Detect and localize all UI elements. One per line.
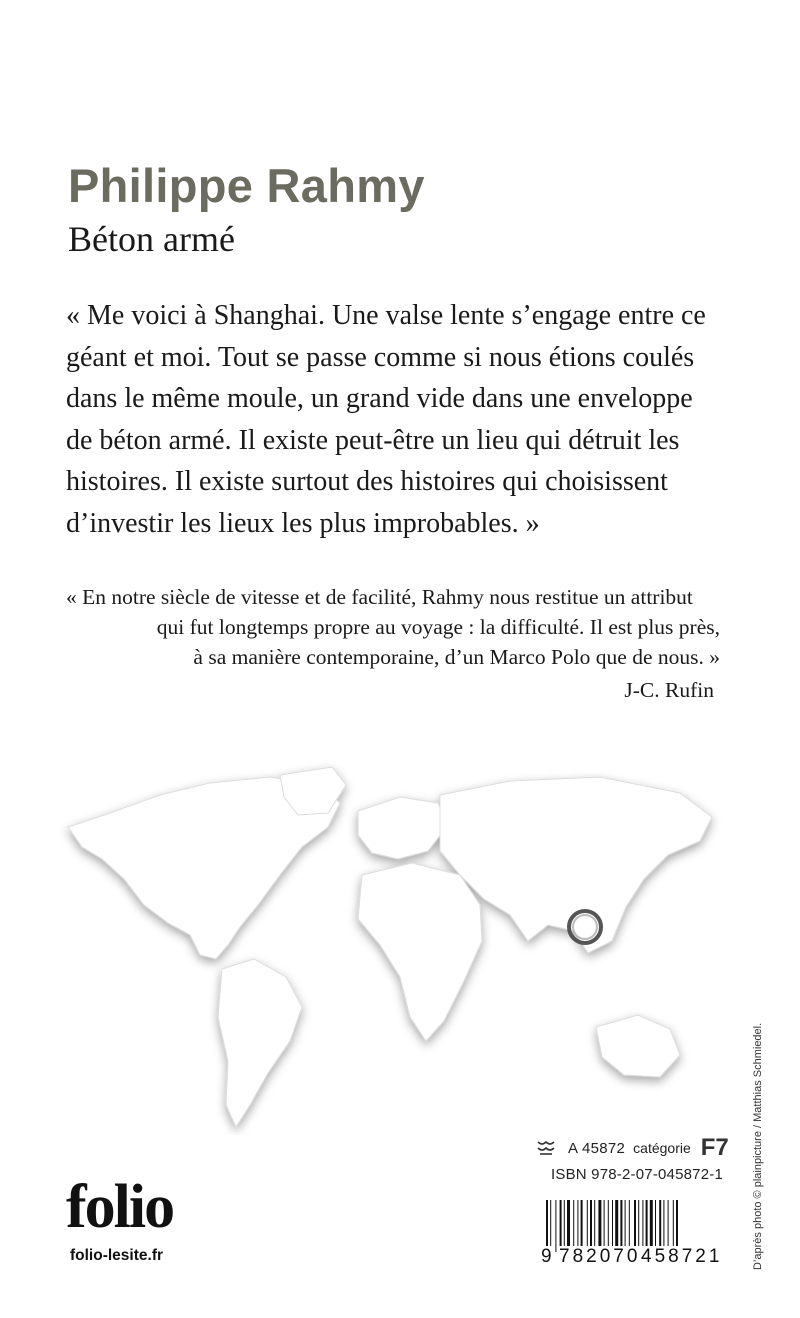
book-title: Béton armé bbox=[68, 219, 235, 259]
south-america-shape bbox=[218, 959, 302, 1127]
gallimard-logo-icon bbox=[536, 1138, 556, 1158]
barcode-bar bbox=[663, 1200, 664, 1252]
folio-logo: folio bbox=[66, 1173, 174, 1241]
publisher-website[interactable]: folio-lesite.fr bbox=[70, 1247, 164, 1264]
barcode-bar bbox=[604, 1200, 605, 1252]
praise-attribution: J-C. Rufin bbox=[624, 678, 714, 702]
barcode-bar bbox=[650, 1200, 653, 1252]
africa-shape bbox=[358, 863, 482, 1041]
isbn: ISBN 978-2-07-045872-1 bbox=[551, 1166, 724, 1183]
australia-shape bbox=[596, 1015, 680, 1077]
praise-line: qui fut longtemps propre au voyage : la difficulté. Il est plus près, bbox=[156, 615, 720, 639]
back-cover-quote bbox=[66, 295, 722, 544]
barcode-bar bbox=[638, 1200, 639, 1252]
barcode-bar bbox=[567, 1200, 570, 1252]
barcode-digits bbox=[540, 1246, 726, 1268]
barcode-bar bbox=[555, 1200, 556, 1252]
barcode-bar bbox=[594, 1200, 595, 1252]
category-value: F7 bbox=[700, 1134, 729, 1161]
praise-line: à sa manière contemporaine, d’un Marco Polo que de nous. » bbox=[193, 645, 720, 669]
barcode-bar bbox=[590, 1200, 592, 1252]
barcode-bar bbox=[564, 1200, 565, 1252]
quote-line: de béton armé. Il existe peut-être un lieu qui détruit les bbox=[66, 424, 680, 456]
barcode-bar bbox=[577, 1200, 578, 1252]
barcode-bar bbox=[629, 1200, 630, 1252]
barcode-bar bbox=[620, 1200, 622, 1252]
praise-line: « En notre siècle de vitesse et de facilité, Rahmy nous restitue un attribut bbox=[66, 585, 693, 609]
barcode-bar bbox=[642, 1200, 643, 1252]
barcode-bar bbox=[587, 1200, 588, 1252]
barcode-bar bbox=[625, 1200, 626, 1252]
barcode-bar bbox=[676, 1200, 678, 1252]
catalog-code: A 45872 bbox=[568, 1139, 626, 1157]
barcode-bar bbox=[615, 1200, 618, 1252]
barcode-bar bbox=[581, 1200, 583, 1252]
barcode-bar bbox=[608, 1200, 609, 1252]
catalog-line bbox=[536, 1135, 729, 1161]
barcode-bar bbox=[546, 1200, 548, 1252]
barcode-bar bbox=[560, 1200, 562, 1252]
barcode-right-group: 458721 bbox=[641, 1246, 723, 1267]
quote-line: dans le même moule, un grand vide dans une enveloppe bbox=[66, 383, 693, 414]
barcode-bar bbox=[612, 1200, 613, 1252]
world-map-illustration bbox=[40, 755, 730, 1135]
barcode-bar bbox=[655, 1200, 656, 1252]
barcode-bar bbox=[646, 1200, 648, 1252]
category-label: catégorie bbox=[633, 1140, 691, 1156]
quote-line: d’investir les lieux les plus improbables. » bbox=[66, 507, 540, 539]
barcode-bar bbox=[668, 1200, 669, 1252]
quote-line: histoires. Il existe surtout des histoires qui choisissent bbox=[66, 466, 668, 497]
barcode-bar bbox=[598, 1200, 601, 1252]
europe-shape bbox=[358, 797, 448, 859]
barcode-bar bbox=[659, 1200, 661, 1252]
quote-line: géant et moi. Tout se passe comme si nous étions coulés bbox=[66, 341, 695, 373]
barcode-first-digit: 9 bbox=[541, 1246, 552, 1267]
barcode-bar bbox=[673, 1200, 674, 1252]
quote-line: « Me voici à Shanghai. Une valse lente s’engage entre ce bbox=[66, 300, 706, 331]
praise-quote bbox=[66, 582, 720, 672]
barcode-bar bbox=[634, 1200, 636, 1252]
author-name: Philippe Rahmy bbox=[68, 159, 425, 212]
barcode-left-group: 782070 bbox=[559, 1246, 641, 1267]
barcode-bar bbox=[550, 1200, 551, 1252]
photo-credit: D’après photo © plainpicture / Matthias Schmiedel. bbox=[752, 1022, 764, 1270]
barcode-bar bbox=[573, 1200, 574, 1252]
